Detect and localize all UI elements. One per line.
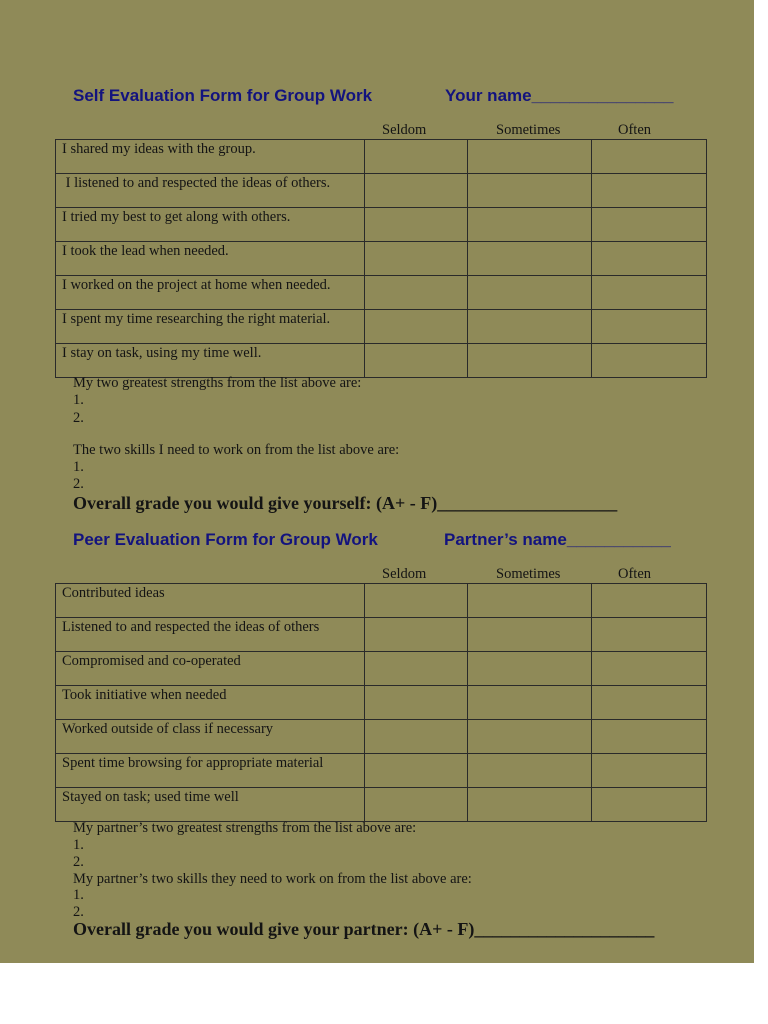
rating-cell-seldom[interactable] bbox=[365, 686, 468, 720]
rating-cell-often[interactable] bbox=[592, 754, 707, 788]
peer-strength-item-2: 2. bbox=[73, 854, 84, 870]
rating-cell-often[interactable] bbox=[592, 618, 707, 652]
peer-statement-6: Spent time browsing for appropriate material bbox=[56, 754, 365, 788]
table-row bbox=[56, 174, 707, 208]
self-statement-1: I shared my ideas with the group. bbox=[56, 140, 365, 174]
table-row bbox=[56, 140, 707, 174]
self-evaluation-table bbox=[55, 139, 707, 378]
table-row bbox=[56, 310, 707, 344]
peer-statement-5: Worked outside of class if necessary bbox=[56, 720, 365, 754]
rating-cell-seldom[interactable] bbox=[365, 140, 468, 174]
rating-cell-seldom[interactable] bbox=[365, 652, 468, 686]
rating-cell-sometimes[interactable] bbox=[468, 242, 592, 276]
peer-evaluation-table bbox=[55, 583, 707, 822]
self-skill-item-2: 2. bbox=[73, 476, 84, 492]
rating-cell-often[interactable] bbox=[592, 788, 707, 822]
rating-cell-often[interactable] bbox=[592, 276, 707, 310]
rating-cell-sometimes[interactable] bbox=[468, 652, 592, 686]
rating-cell-sometimes[interactable] bbox=[468, 720, 592, 754]
table-row bbox=[56, 242, 707, 276]
rating-cell-often[interactable] bbox=[592, 720, 707, 754]
rating-cell-often[interactable] bbox=[592, 174, 707, 208]
rating-cell-seldom[interactable] bbox=[365, 754, 468, 788]
rating-cell-seldom[interactable] bbox=[365, 788, 468, 822]
table-row bbox=[56, 686, 707, 720]
rating-cell-often[interactable] bbox=[592, 584, 707, 618]
self-statement-2: I listened to and respected the ideas of others. bbox=[56, 174, 365, 208]
peer-statement-1: Contributed ideas bbox=[56, 584, 365, 618]
table-row bbox=[56, 788, 707, 822]
rating-cell-seldom[interactable] bbox=[365, 720, 468, 754]
table-row bbox=[56, 208, 707, 242]
self-col-sometimes: Sometimes bbox=[496, 122, 561, 138]
peer-form-title: Peer Evaluation Form for Group Work bbox=[73, 530, 378, 549]
self-statement-5: I worked on the project at home when needed. bbox=[56, 276, 365, 310]
peer-statement-7: Stayed on task; used time well bbox=[56, 788, 365, 822]
rating-cell-sometimes[interactable] bbox=[468, 754, 592, 788]
rating-cell-sometimes[interactable] bbox=[468, 310, 592, 344]
rating-cell-seldom[interactable] bbox=[365, 344, 468, 378]
rating-cell-sometimes[interactable] bbox=[468, 276, 592, 310]
peer-statement-2: Listened to and respected the ideas of others bbox=[56, 618, 365, 652]
peer-col-seldom: Seldom bbox=[382, 566, 427, 582]
table-row bbox=[56, 344, 707, 378]
peer-skill-item-1: 1. bbox=[73, 887, 84, 903]
peer-overall-grade-line[interactable]: Overall grade you would give your partner: (A+ - F)____________________ bbox=[73, 919, 655, 939]
self-statement-4: I took the lead when needed. bbox=[56, 242, 365, 276]
rating-cell-seldom[interactable] bbox=[365, 242, 468, 276]
self-statement-6: I spent my time researching the right material. bbox=[56, 310, 365, 344]
self-col-seldom: Seldom bbox=[382, 122, 427, 138]
peer-strength-item-1: 1. bbox=[73, 837, 84, 853]
self-strength-item-1: 1. bbox=[73, 392, 84, 408]
peer-statement-3: Compromised and co-operated bbox=[56, 652, 365, 686]
self-col-often: Often bbox=[618, 122, 652, 138]
peer-skill-item-2: 2. bbox=[73, 904, 84, 920]
rating-cell-often[interactable] bbox=[592, 242, 707, 276]
rating-cell-often[interactable] bbox=[592, 310, 707, 344]
peer-statement-4: Took initiative when needed bbox=[56, 686, 365, 720]
rating-cell-seldom[interactable] bbox=[365, 618, 468, 652]
rating-cell-often[interactable] bbox=[592, 344, 707, 378]
table-row bbox=[56, 652, 707, 686]
rating-cell-sometimes[interactable] bbox=[468, 618, 592, 652]
self-statement-3: I tried my best to get along with others. bbox=[56, 208, 365, 242]
table-row bbox=[56, 276, 707, 310]
rating-cell-sometimes[interactable] bbox=[468, 174, 592, 208]
rating-cell-sometimes[interactable] bbox=[468, 208, 592, 242]
self-overall-grade-line[interactable]: Overall grade you would give yourself: (A+ - F)____________________ bbox=[73, 493, 618, 513]
rating-cell-often[interactable] bbox=[592, 652, 707, 686]
partner-name-label: Partner’s name___________ bbox=[444, 530, 671, 549]
table-row bbox=[56, 584, 707, 618]
self-form-title: Self Evaluation Form for Group Work bbox=[73, 86, 373, 105]
rating-cell-often[interactable] bbox=[592, 208, 707, 242]
table-row bbox=[56, 754, 707, 788]
peer-col-sometimes: Sometimes bbox=[496, 566, 561, 582]
self-statement-7: I stay on task, using my time well. bbox=[56, 344, 365, 378]
rating-cell-seldom[interactable] bbox=[365, 310, 468, 344]
rating-cell-sometimes[interactable] bbox=[468, 584, 592, 618]
peer-strengths-prompt: My partner’s two greatest strengths from the list above are: bbox=[73, 820, 417, 836]
rating-cell-sometimes[interactable] bbox=[468, 788, 592, 822]
self-strengths-prompt: My two greatest strengths from the list above are: bbox=[73, 375, 362, 391]
peer-skills-prompt: My partner’s two skills they need to work on from the list above are: bbox=[73, 871, 472, 887]
table-row bbox=[56, 618, 707, 652]
your-name-label: Your name_______________ bbox=[445, 86, 674, 105]
rating-cell-seldom[interactable] bbox=[365, 276, 468, 310]
table-row bbox=[56, 720, 707, 754]
rating-cell-seldom[interactable] bbox=[365, 174, 468, 208]
rating-cell-sometimes[interactable] bbox=[468, 686, 592, 720]
rating-cell-often[interactable] bbox=[592, 686, 707, 720]
peer-col-often: Often bbox=[618, 566, 652, 582]
self-skills-prompt: The two skills I need to work on from the list above are: bbox=[73, 442, 400, 458]
self-strength-item-2: 2. bbox=[73, 410, 84, 426]
self-skill-item-1: 1. bbox=[73, 459, 84, 475]
rating-cell-seldom[interactable] bbox=[365, 208, 468, 242]
rating-cell-seldom[interactable] bbox=[365, 584, 468, 618]
rating-cell-sometimes[interactable] bbox=[468, 140, 592, 174]
rating-cell-often[interactable] bbox=[592, 140, 707, 174]
rating-cell-sometimes[interactable] bbox=[468, 344, 592, 378]
